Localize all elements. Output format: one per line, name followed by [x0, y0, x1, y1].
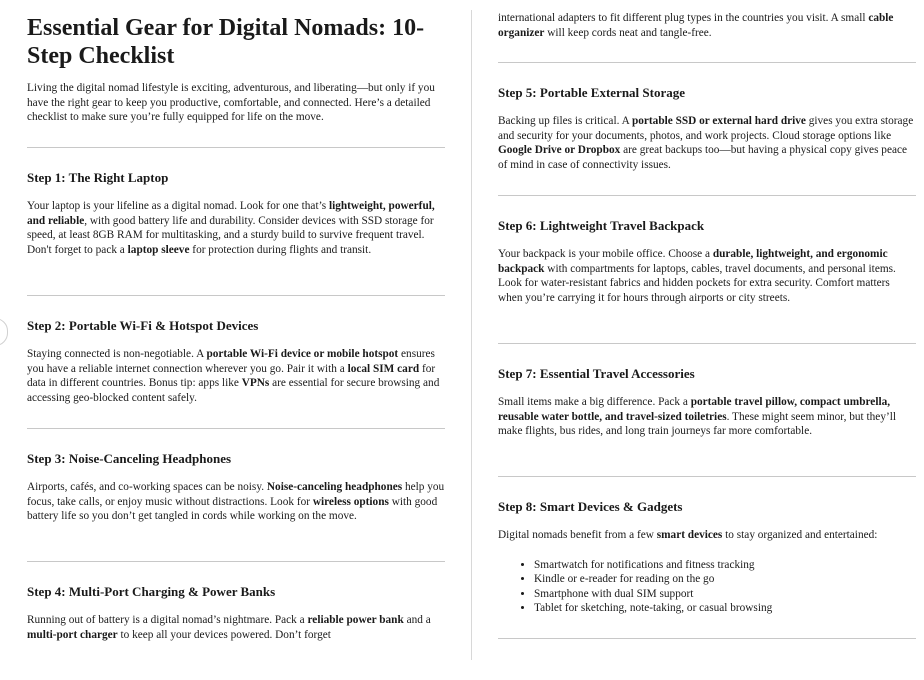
section-divider	[27, 147, 445, 148]
step-1-paragraph: Your laptop is your lifeline as a digital nomad. Look for one that’s lightweight, powerful, and reliable, with good battery life and durability. Consider devices with SSD storage for speed, at least 8GB RAM for multitasking, and a sturdy build to survive frequent travel. Don't forget to pack a laptop sleeve for protection during flights and transit.	[27, 200, 435, 256]
list-item: • Smartphone with dual SIM support	[534, 587, 916, 602]
step-3-heading: Step 3: Noise-Canceling Headphones	[27, 451, 232, 466]
section-divider	[498, 195, 916, 196]
step-4-heading: Step 4: Multi-Port Charging & Power Banks	[27, 584, 276, 599]
step-8-heading: Step 8: Smart Devices & Gadgets	[498, 499, 683, 514]
smart-devices-list	[498, 558, 916, 616]
step-5-paragraph: Backing up files is critical. A portable SSD or external hard drive gives you extra storage and security for your documents, photos, and work projects. Cloud storage options like Google Drive or Dropbox are great backups too—but having a physical copy gives peace of mind in case of connectivity issues.	[498, 115, 914, 171]
step-2-paragraph: Staying connected is non-negotiable. A portable Wi-Fi device or mobile hotspot ensures you have a reliable internet connection wherever you go. Pair it with a local SIM card for data in different countries. Bonus tip: apps like VPNs are essential for secure browsing and accessing geo-blocked content safely.	[27, 348, 440, 404]
step-7-heading: Step 7: Essential Travel Accessories	[498, 366, 695, 381]
section-divider	[27, 428, 445, 429]
section-divider	[27, 295, 445, 296]
step-6-section	[498, 218, 916, 305]
list-item: • Tablet for sketching, note-taking, or casual browsing	[534, 601, 916, 616]
step-1-section	[27, 170, 445, 257]
step-5-section	[498, 85, 916, 172]
step-8-paragraph: Digital nomads benefit from a few smart devices to stay organized and entertained:	[498, 529, 878, 541]
intro-section	[27, 81, 445, 125]
document-title: Essential Gear for Digital Nomads: 10-Step Checklist	[27, 15, 425, 69]
step-8-section	[498, 499, 916, 616]
step-1-heading: Step 1: The Right Laptop	[27, 170, 169, 185]
step-4-continued-paragraph: international adapters to fit different plug types in the countries you visit. A small cable organizer will keep cords neat and tangle-free.	[498, 12, 894, 39]
step-5-heading: Step 5: Portable External Storage	[498, 85, 686, 100]
step-7-section	[498, 366, 916, 439]
step-6-heading: Step 6: Lightweight Travel Backpack	[498, 218, 705, 233]
list-item: • Kindle or e-reader for reading on the go	[534, 572, 916, 587]
step-7-paragraph: Small items make a big difference. Pack a portable travel pillow, compact umbrella, reusable water bottle, and travel-sized toiletries. These might seem minor, but they’ll make flights, bus rides, and long train journeys far more comfortable.	[498, 396, 897, 438]
page-edge-tab[interactable]	[0, 318, 8, 346]
step-3-paragraph: Airports, cafés, and co-working spaces can be noisy. Noise-canceling headphones help you focus, take calls, or enjoy music without distractions. Look for wireless options with good battery life so you don’t get tangled in cords while working on the move.	[27, 481, 445, 523]
intro-paragraph: Living the digital nomad lifestyle is exciting, adventurous, and liberating—but only if you have the right gear to keep you productive, comfortable, and connected. Here’s a detailed checklist to make sure you’re fully equipped for life on the move.	[27, 82, 435, 124]
step-2-heading: Step 2: Portable Wi-Fi & Hotspot Devices	[27, 318, 259, 333]
step-4-section	[27, 584, 445, 642]
section-divider	[498, 343, 916, 344]
section-divider	[498, 476, 916, 477]
step-3-section	[27, 451, 445, 524]
step-6-paragraph: Your backpack is your mobile office. Choose a durable, lightweight, and ergonomic backpack with compartments for laptops, cables, travel documents, and personal items. Look for water-resistant fabrics and hidden pockets for extra security. Comfort matters when you’re carrying it for hours through airports or city streets.	[498, 248, 896, 304]
section-divider	[498, 62, 916, 63]
column-divider	[471, 10, 472, 660]
step-2-section	[27, 318, 445, 405]
step-4-paragraph: Running out of battery is a digital nomad’s nightmare. Pack a reliable power bank and a multi-port charger to keep all your devices powered. Don’t forget	[27, 614, 431, 641]
section-divider	[498, 638, 916, 639]
step-4-continued	[498, 11, 916, 40]
list-item: • Smartwatch for notifications and fitness tracking	[534, 558, 916, 573]
section-divider	[27, 561, 445, 562]
